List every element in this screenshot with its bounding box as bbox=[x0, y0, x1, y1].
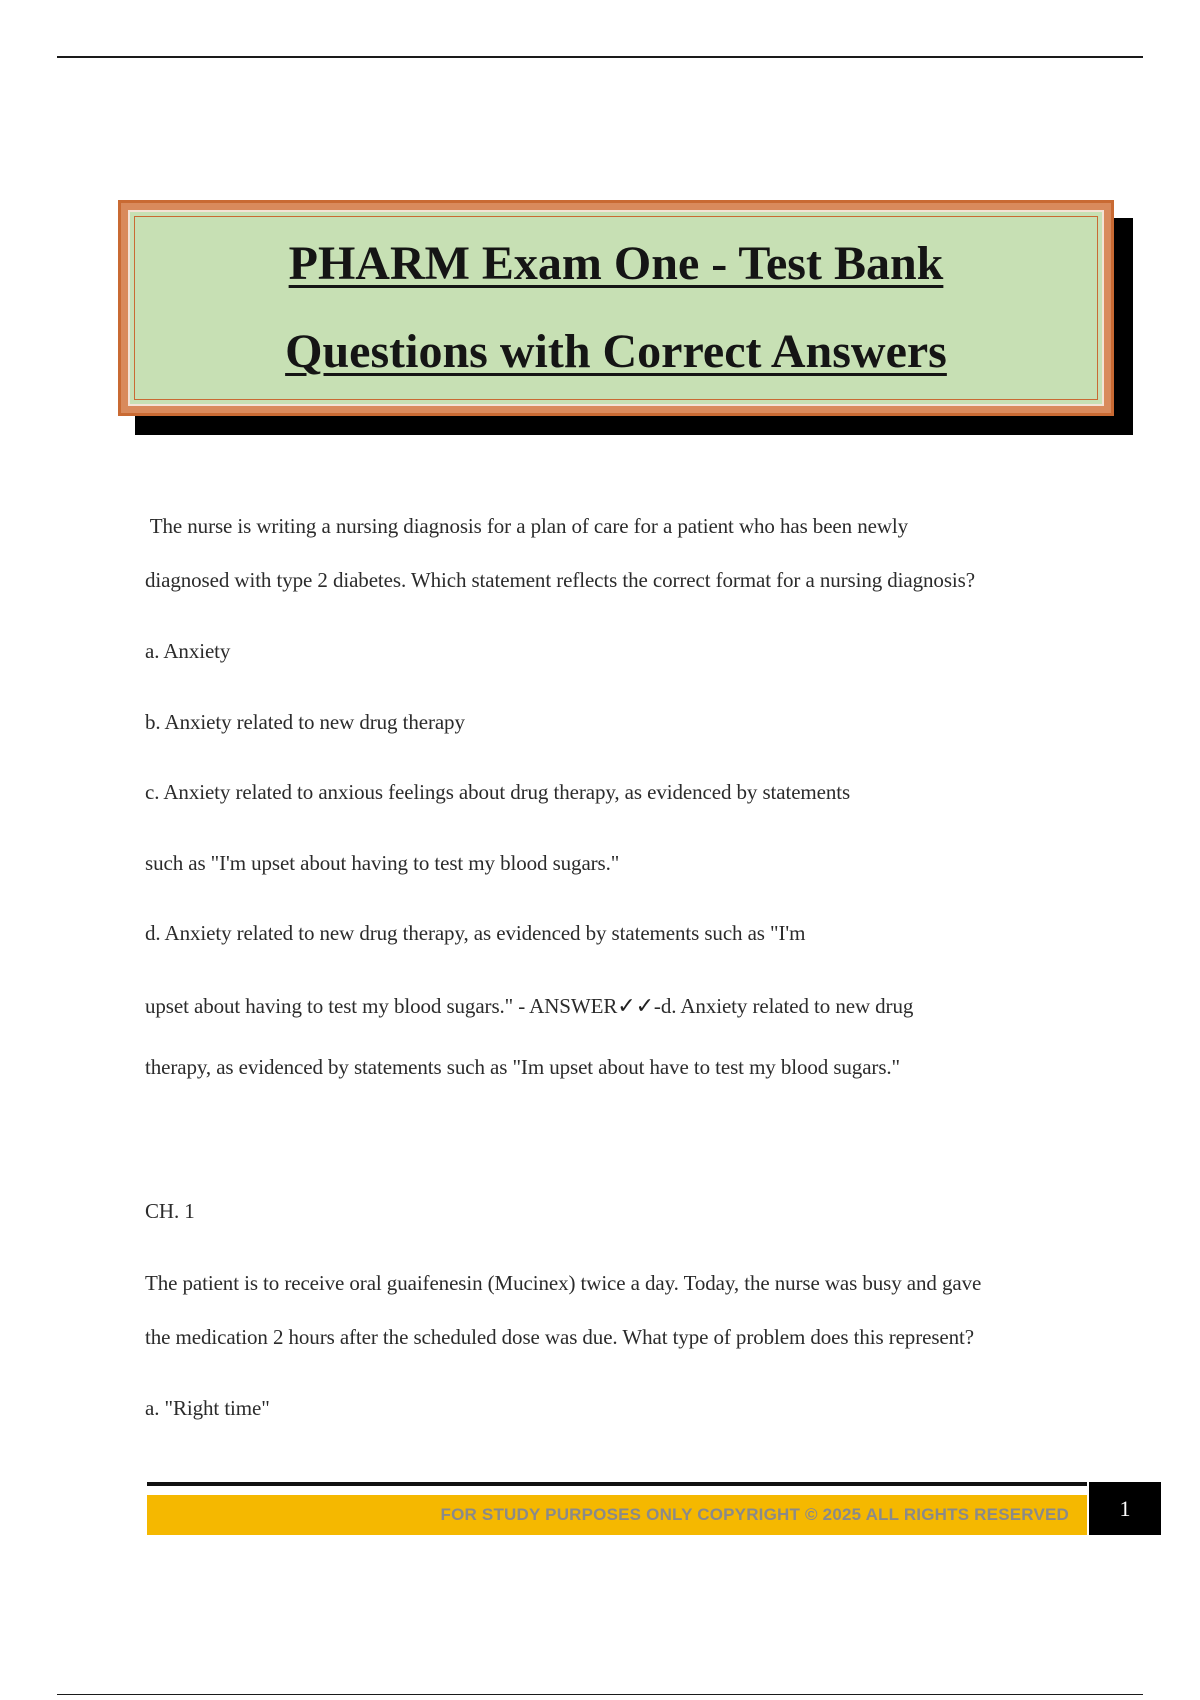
question-2-line-2: the medication 2 hours after the scheduled dose was due. What type of problem does this represent? bbox=[145, 1325, 974, 1349]
check-icon: ✓✓ bbox=[617, 994, 654, 1019]
title-box bbox=[118, 200, 1114, 416]
question-1-line-2: diagnosed with type 2 diabetes. Which statement reflects the correct format for a nursing diagnosis? bbox=[145, 568, 975, 592]
page-number: 1 bbox=[1119, 1495, 1131, 1521]
bottom-rule bbox=[57, 1694, 1143, 1695]
question-1-option-c-line-1: c. Anxiety related to anxious feelings about drug therapy, as evidenced by statements bbox=[145, 780, 851, 804]
answer-line-2: therapy, as evidenced by statements such as "Im upset about have to test my blood sugars." bbox=[145, 1055, 901, 1079]
answer-text: -d. Anxiety related to new drug bbox=[653, 994, 914, 1018]
footer-copyright: FOR STUDY PURPOSES ONLY COPYRIGHT © 2025 ALL RIGHTS RESERVED bbox=[440, 1505, 1069, 1524]
question-1-option-a: a. Anxiety bbox=[145, 639, 231, 663]
answer-line-1 bbox=[145, 994, 913, 1019]
question-1-line-1: The nurse is writing a nursing diagnosis for a plan of care for a patient who has been newly bbox=[145, 514, 909, 538]
answer-prefix: upset about having to test my blood sugars." - ANSWER bbox=[145, 994, 618, 1018]
question-1-option-c-line-2: such as "I'm upset about having to test my blood sugars." bbox=[145, 851, 620, 875]
question-2-option-a: a. "Right time" bbox=[145, 1396, 270, 1420]
document-title-line-2: Questions with Correct Answers bbox=[285, 325, 947, 378]
footer-rule bbox=[147, 1482, 1087, 1486]
chapter-label: CH. 1 bbox=[145, 1199, 195, 1223]
footer-bar bbox=[147, 1495, 1087, 1535]
document-title-line-1: PHARM Exam One - Test Bank bbox=[288, 237, 944, 290]
question-2-line-1: The patient is to receive oral guaifenesin (Mucinex) twice a day. Today, the nurse was busy and gave bbox=[145, 1271, 982, 1295]
question-1-option-b: b. Anxiety related to new drug therapy bbox=[145, 710, 465, 734]
page-number-box bbox=[1089, 1482, 1161, 1535]
title-box-content bbox=[134, 216, 1098, 400]
top-rule bbox=[57, 56, 1143, 58]
question-1-option-d-line-1: d. Anxiety related to new drug therapy, as evidenced by statements such as "I'm bbox=[145, 921, 806, 945]
title-box-inner bbox=[128, 210, 1104, 406]
